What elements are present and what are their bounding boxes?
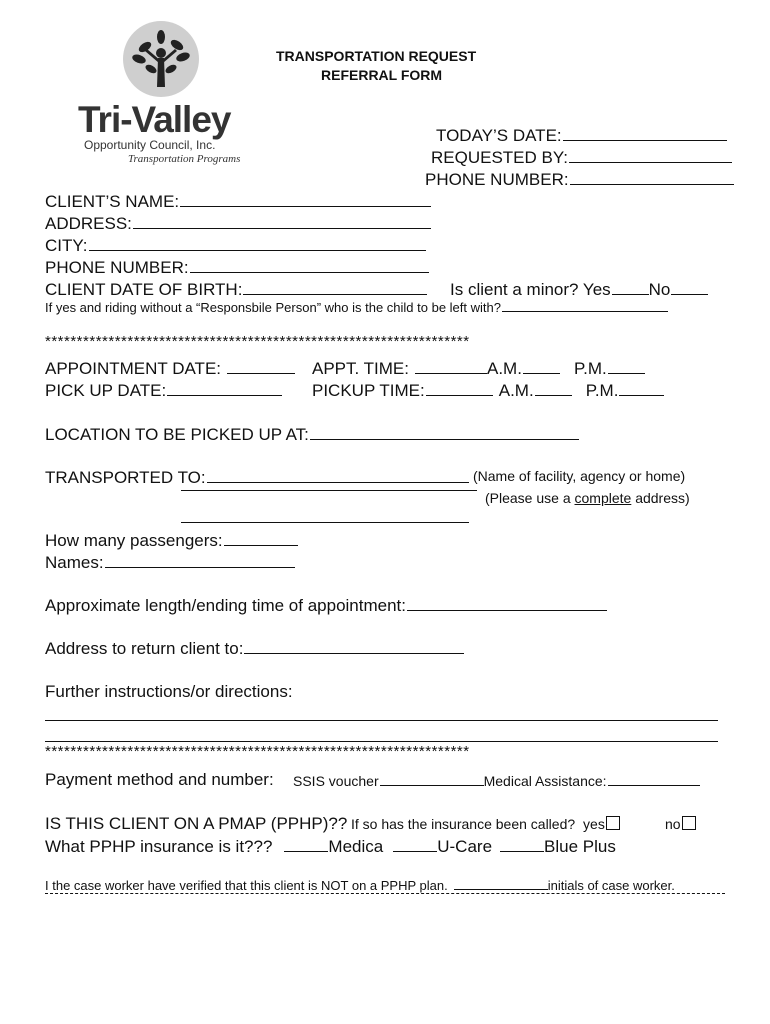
pickup-pm-line[interactable] <box>619 380 664 396</box>
minor-question-label: Is client a minor? Yes <box>450 280 611 299</box>
ucare-label: U-Care <box>437 837 493 856</box>
client-phone-line[interactable] <box>190 257 429 273</box>
appointment-date-field[interactable] <box>45 358 295 379</box>
responsible-person-line[interactable] <box>502 299 668 312</box>
passenger-names-line[interactable] <box>105 552 295 568</box>
requested-by-line[interactable] <box>569 147 732 163</box>
requester-phone-label: PHONE NUMBER: <box>425 170 569 189</box>
logo-program: Transportation Programs <box>128 153 241 165</box>
pmap-question: IS THIS CLIENT ON A PMAP (PPHP)?? <box>45 814 348 833</box>
responsible-person-note: If yes and riding without a “Responsbile Person” who is the child to be left with? <box>45 300 501 315</box>
client-name-label: CLIENT’S NAME: <box>45 192 180 211</box>
transported-to-field[interactable] <box>45 467 469 488</box>
client-name-line[interactable] <box>180 191 431 207</box>
blueplus-label: Blue Plus <box>544 837 616 856</box>
insurance-no-field[interactable] <box>665 816 696 833</box>
pickup-pm-label: P.M. <box>585 381 619 400</box>
insurance-called-label: If so has the insurance been called? <box>351 816 576 832</box>
insurance-no-label: no <box>665 816 681 832</box>
client-phone-label: PHONE NUMBER: <box>45 258 189 277</box>
client-name-field[interactable] <box>45 191 431 212</box>
return-address-field[interactable] <box>45 638 464 659</box>
transported-to-line-3[interactable] <box>181 522 469 523</box>
appointment-length-line[interactable] <box>407 595 607 611</box>
pickup-am-label: A.M. <box>498 381 534 400</box>
pphp-insurance-field[interactable] <box>45 836 616 857</box>
instructions-line-1[interactable] <box>45 720 718 721</box>
client-dob-label: CLIENT DATE OF BIRTH: <box>45 280 243 299</box>
appointment-date-line[interactable] <box>227 358 295 374</box>
pphp-insurance-label: What PPHP insurance is it??? <box>45 837 273 856</box>
todays-date-line[interactable] <box>563 125 727 141</box>
blueplus-line[interactable] <box>500 836 544 852</box>
medica-line[interactable] <box>284 836 328 852</box>
transported-to-line[interactable] <box>207 467 469 483</box>
transported-to-label: TRANSPORTED TO: <box>45 468 206 487</box>
passenger-count-field[interactable] <box>45 530 298 551</box>
transported-to-line-2[interactable] <box>181 490 477 491</box>
pickup-date-field[interactable] <box>45 380 282 401</box>
client-city-label: CITY: <box>45 236 88 255</box>
minor-yes-line[interactable] <box>612 279 649 295</box>
star-separator: ******************************************************************* <box>45 333 470 350</box>
instructions-line-2[interactable] <box>45 741 718 742</box>
address-note-pre: (Please use a <box>485 490 575 506</box>
requester-phone-line[interactable] <box>570 169 734 185</box>
client-dob-field[interactable] <box>45 279 427 300</box>
medical-assistance-label: Medical Assistance: <box>483 773 607 789</box>
pickup-time-label: PICKUP TIME: <box>312 381 425 400</box>
logo-subtitle: Opportunity Council, Inc. <box>84 138 216 152</box>
pickup-am-line[interactable] <box>535 380 572 396</box>
form-title-line1: TRANSPORTATION REQUEST <box>276 48 477 64</box>
appointment-am-line[interactable] <box>523 358 560 374</box>
pickup-date-label: PICK UP DATE: <box>45 381 167 400</box>
return-address-line[interactable] <box>244 638 464 654</box>
requester-phone-field[interactable] <box>425 169 734 190</box>
client-city-line[interactable] <box>89 235 426 251</box>
dashed-divider <box>45 893 725 894</box>
pickup-location-label: LOCATION TO BE PICKED UP AT: <box>45 425 309 444</box>
payment-fields[interactable] <box>293 772 700 790</box>
insurance-called-field[interactable] <box>351 816 620 833</box>
appointment-length-field[interactable] <box>45 595 607 616</box>
todays-date-field[interactable] <box>436 125 727 146</box>
appointment-time-label: APPT. TIME: <box>312 359 409 378</box>
todays-date-label: TODAY’S DATE: <box>436 126 562 145</box>
ssis-voucher-line[interactable] <box>380 772 484 786</box>
logo-name: Tri-Valley <box>78 99 231 140</box>
client-address-line[interactable] <box>133 213 431 229</box>
verification-statement: I the case worker have verified that this client is NOT on a PPHP plan. <box>45 878 448 893</box>
minor-no-label: No <box>648 280 671 299</box>
minor-question-field[interactable] <box>450 279 708 300</box>
pickup-date-line[interactable] <box>167 380 282 396</box>
initials-label: initials of case worker. <box>547 878 675 893</box>
requested-by-field[interactable] <box>431 147 732 168</box>
client-city-field[interactable] <box>45 235 426 256</box>
passenger-count-label: How many passengers: <box>45 531 223 550</box>
insurance-yes-checkbox[interactable] <box>606 816 620 830</box>
pickup-time-field[interactable] <box>312 380 664 401</box>
ssis-voucher-label: SSIS voucher <box>293 773 379 789</box>
verification-field[interactable] <box>45 877 675 894</box>
passenger-names-field[interactable] <box>45 552 295 573</box>
appointment-pm-label: P.M. <box>573 359 607 378</box>
appointment-pm-line[interactable] <box>608 358 645 374</box>
medica-label: Medica <box>328 837 384 856</box>
medical-assistance-line[interactable] <box>608 772 700 786</box>
form-title-line2: REFERRAL FORM <box>321 67 443 83</box>
client-phone-field[interactable] <box>45 257 429 278</box>
pickup-location-line[interactable] <box>310 424 579 440</box>
appointment-length-label: Approximate length/ending time of appointment: <box>45 596 407 615</box>
insurance-no-checkbox[interactable] <box>682 816 696 830</box>
passenger-names-label: Names: <box>45 553 104 572</box>
complete-address-note <box>485 490 690 507</box>
appointment-date-label: APPOINTMENT DATE: <box>45 359 222 378</box>
further-instructions-label: Further instructions/or directions: <box>45 682 293 701</box>
insurance-yes-label: yes <box>583 816 605 832</box>
address-note-post: address) <box>631 490 690 506</box>
payment-method-label: Payment method and number: <box>45 770 274 789</box>
address-note-emph: complete <box>574 490 632 506</box>
ucare-line[interactable] <box>393 836 437 852</box>
appointment-time-field[interactable] <box>312 358 645 379</box>
client-dob-line[interactable] <box>243 279 427 295</box>
facility-note: (Name of facility, agency or home) <box>473 468 686 484</box>
responsible-person-field[interactable] <box>45 299 668 316</box>
client-address-label: ADDRESS: <box>45 214 132 233</box>
tree-logo-icon <box>123 21 199 97</box>
passenger-count-line[interactable] <box>224 530 298 546</box>
return-address-label: Address to return client to: <box>45 639 244 658</box>
requested-by-label: REQUESTED BY: <box>431 148 568 167</box>
appointment-time-line[interactable] <box>415 358 487 374</box>
minor-no-line[interactable] <box>671 279 708 295</box>
pickup-time-line[interactable] <box>426 380 493 396</box>
initials-line[interactable] <box>454 877 548 890</box>
star-separator-2: ******************************************************************* <box>45 743 470 760</box>
appointment-am-label: A.M. <box>487 359 522 378</box>
client-address-field[interactable] <box>45 213 431 234</box>
pickup-location-field[interactable] <box>45 424 579 445</box>
